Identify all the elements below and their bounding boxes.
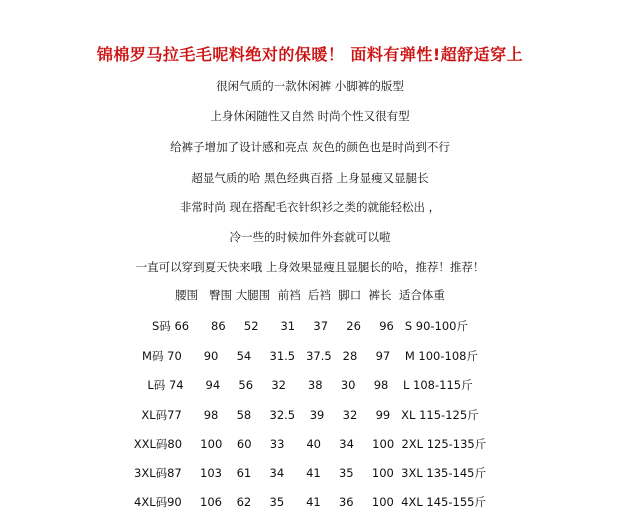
size-row-xxl: XXL码80 100 60 33 40 34 100 2XL 125-135斤 xyxy=(133,437,487,451)
size-row-m: M码 70 90 54 31.5 37.5 28 97 M 100-108斤 xyxy=(142,349,478,363)
size-row-l: L码 74 94 56 32 38 30 98 L 108-115斤 xyxy=(147,378,473,392)
description-line-7: 一直可以穿到夏天快来哦 上身效果显瘦且显腿长的哈，推荐！推荐！ xyxy=(135,260,485,274)
description-line-4: 超显气质的哈 黑色经典百搭 上身显瘦又显腿长 xyxy=(191,171,429,185)
description-line-2: 上身休闲随性又自然 时尚个性又很有型 xyxy=(210,109,410,123)
description-line-3: 给裤子增加了设计感和亮点 灰色的颜色也是时尚到不行 xyxy=(170,140,450,154)
size-row-3xl: 3XL码87 103 61 34 41 35 100 3XL 135-145斤 xyxy=(134,466,486,480)
description-line-1: 很闲气质的一款休闲裤 小脚裤的版型 xyxy=(216,79,404,93)
size-row-s: S码 66 86 52 31 37 26 96 S 90-100斤 xyxy=(151,319,469,333)
size-row-xl: XL码77 98 58 32.5 39 32 99 XL 115-125斤 xyxy=(141,408,479,422)
size-row-4xl: 4XL码90 106 62 35 41 36 100 4XL 145-155斤 xyxy=(134,495,486,509)
size-table-header: 腰围 臀围 大腿围 前裆 后裆 脚口 裤长 适合体重 xyxy=(175,288,445,302)
description-line-5: 非常时尚 现在搭配毛衣针织衫之类的就能轻松出 ， xyxy=(179,200,441,214)
description-line-6: 冷一些的时候加件外套就可以啦 xyxy=(229,230,391,244)
headline: 锦棉罗马拉毛毛呢料绝对的保暖！ 面料有弹性!超舒适穿上 xyxy=(96,45,524,64)
